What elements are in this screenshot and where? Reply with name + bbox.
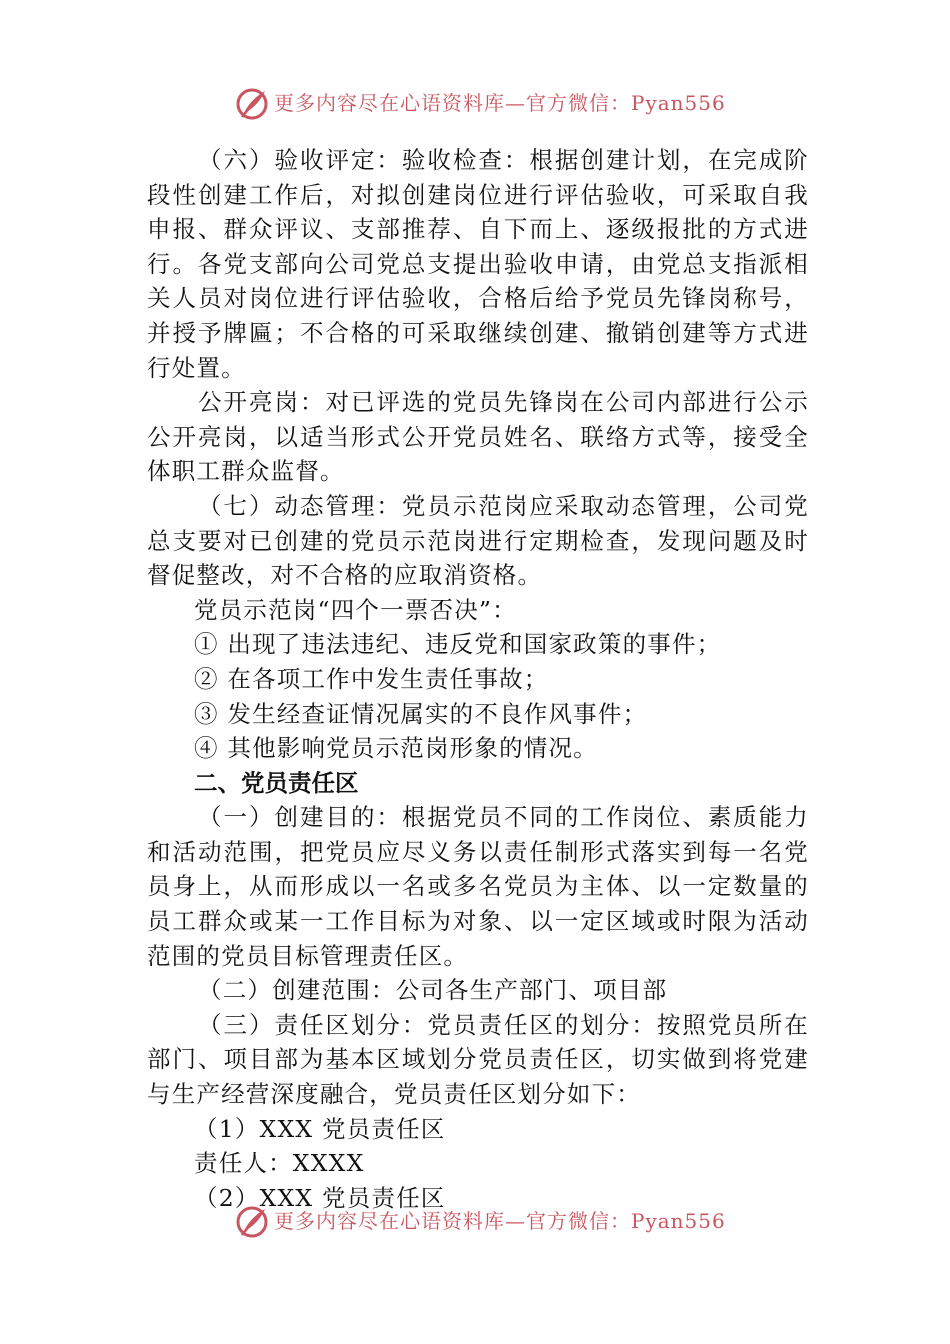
watermark-text: 更多内容尽在心语资料库—官方微信：Pyan556 <box>274 1209 726 1233</box>
feather-quill-icon <box>234 1204 270 1240</box>
zone-item: （1）XXX 党员责任区 <box>194 1114 446 1143</box>
zone-item: （2）XXX 党员责任区 <box>194 1183 446 1212</box>
section-heading: 二、党员责任区 <box>194 768 359 797</box>
paragraph-veto-intro: 党员示范岗“四个一票否决”： <box>194 595 517 624</box>
list-item: ① 出现了违法违纪、违反党和国家政策的事件； <box>194 630 722 659</box>
watermark-header <box>0 86 950 122</box>
watermark-footer <box>0 1204 950 1240</box>
list-item: ③ 发生经查证情况属实的不良作风事件； <box>194 699 648 728</box>
paragraph-public-post: 公开亮岗：对已评选的党员先锋岗在公司内部进行公示公开亮岗，以适当形式公开党员姓名、联络方式等，接受全体职工群众监督。 <box>147 388 809 486</box>
watermark-text: 更多内容尽在心语资料库—官方微信：Pyan556 <box>274 91 726 115</box>
paragraph-dynamic-management: （七）动态管理：党员示范岗应采取动态管理，公司党总支要对已创建的党员示范岗进行定期检查，发现问题及时督促整改，对不合格的应取消资格。 <box>147 491 809 590</box>
paragraph-acceptance: （六）验收评定：验收检查：根据创建计划，在完成阶段性创建工作后，对拟创建岗位进行评估验收，可采取自我申报、群众评议、支部推荐、自下而上、逐级报批的方式进行。各党支部向公司党总支提出验收申请，由党总支指派相关人员对岗位进行评估验收，合格后给予党员先锋岗称号，并授予牌匾；不合格的可采取继续创建、撤销创建等方式进行处置。 <box>147 146 809 382</box>
feather-quill-icon <box>234 86 270 122</box>
paragraph-scope: （二）创建范围：公司各生产部门、项目部 <box>198 976 668 1005</box>
paragraph-division: （三）责任区划分：党员责任区的划分：按照党员所在部门、项目部为基本区域划分党员责任区，切实做到将党建与生产经营深度融合，党员责任区划分如下： <box>147 1010 809 1109</box>
document-body <box>147 143 809 1215</box>
list-item: ④ 其他影响党员示范岗形象的情况。 <box>194 734 598 763</box>
zone-person: 责任人：XXXX <box>194 1149 365 1178</box>
list-item: ② 在各项工作中发生责任事故； <box>194 664 549 693</box>
paragraph-purpose: （一）创建目的：根据党员不同的工作岗位、素质能力和活动范围，把党员应尽义务以责任制形式落实到每一名党员身上，从而形成以一名或多名党员为主体、以一定数量的员工群众或某一工作目标为对象、以一定区域或时限为活动范围的党员目标管理责任区。 <box>147 803 809 970</box>
